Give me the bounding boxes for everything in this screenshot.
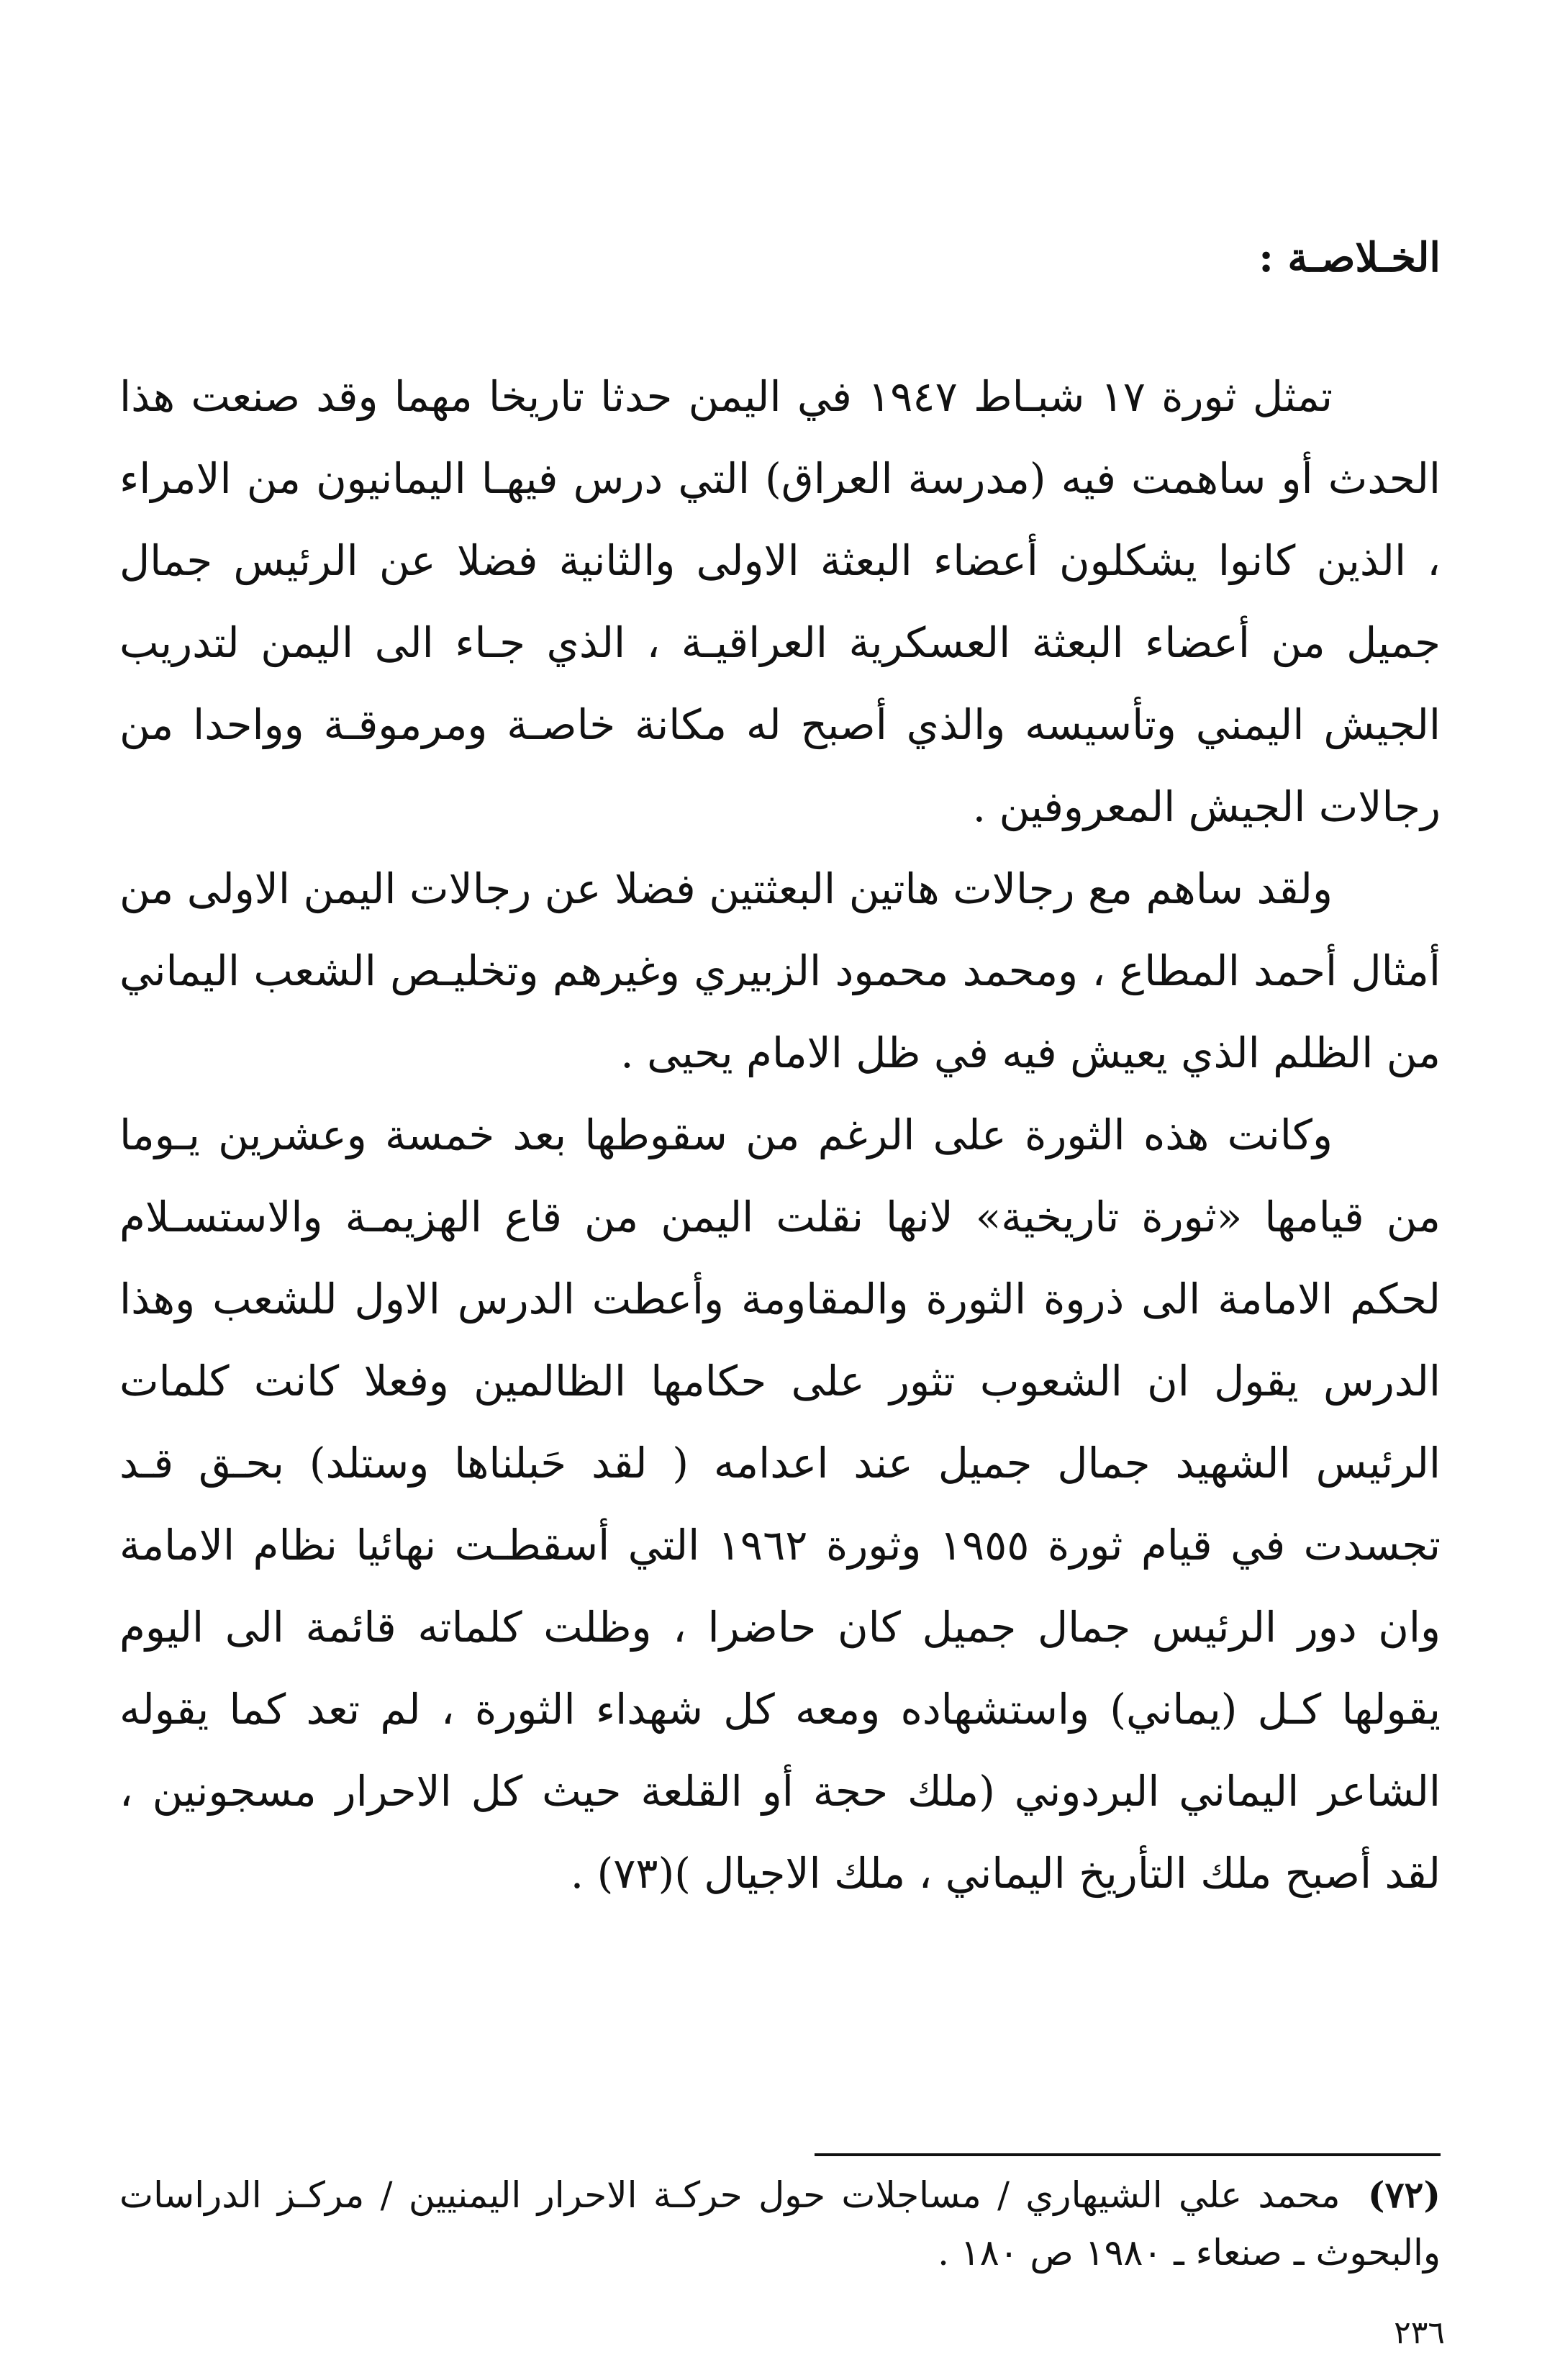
footnote-text: محمد علي الشيهاري / مساجلات حول حركـة الاحرار اليمنيين / مركـز الدراسات والبحوث ـ صنعاء ـ ١٩٨٠ ص ١٨٠ .: [119, 2174, 1441, 2273]
page-number: ٢٣٦: [1394, 2315, 1445, 2351]
paragraph-3: وكانت هذه الثورة على الرغم من سقوطها بعد خمسة وعشرين يـوما من قيامها «ثورة تاريخية» لانها نقلت اليمن من قاع الهزيمـة والاستسـلام لحكم الامامة الى ذروة الثورة والمقاومة وأعطت الدرس الاول للشعب وهذا الدرس يقول ان الشعوب تثور على حكامها الظالمين وفعلا كانت كلمات الرئيس الشهيد جمال جميل عند اعدامه ( لقد حَبلناها وستلد) بحـق قـد تجسدت في قيام ثورة ١٩٥٥ وثورة ١٩٦٢ التي أسقطـت نهائيا نظام الامامة وان دور الرئيس جمال جميل كان حاضرا ، وظلت كلماته قائمة الى اليوم يقولها كـل (يماني) واستشهاده ومعه كل شهداء الثورة ، لم تعد كما يقوله الشاعر اليماني البردوني (ملك حجة أو القلعة حيث كل الاحرار مسجونين ، لقد أصبح ملك التأريخ اليماني ، ملك الاجيال )(٧٣) .: [119, 1110, 1441, 1898]
body-text: [119, 356, 1441, 1914]
footnote-number: (٧٢): [1367, 2173, 1441, 2216]
section-heading: الخـلاصـة :: [1259, 234, 1441, 281]
footnote-divider: [815, 2153, 1441, 2156]
paragraph-1: تمثل ثورة ١٧ شبـاط ١٩٤٧ في اليمن حدثا تاريخا مهما وقد صنعت هذا الحدث أو ساهمت فيه (مدرسة العراق) التي درس فيهـا اليمانيون من الامراء ، الذين كانوا يشكلون أعضاء البعثة الاولى والثانية فضلا عن الرئيس جمال جميل من أعضاء البعثة العسكرية العراقيـة ، الذي جـاء الى اليمن لتدريب الجيش اليمني وتأسيسه والذي أصبح له مكانة خاصـة ومرموقـة وواحدا من رجالات الجيش المعروفين .: [119, 372, 1441, 831]
paragraph-2: ولقد ساهم مع رجالات هاتين البعثتين فضلا عن رجالات اليمن الاولى من أمثال أحمد المطاع ، ومحمد محمود الزبيري وغيرهم وتخليـص الشعب اليماني من الظلم الذي يعيش فيه في ظل الامام يحيى .: [119, 864, 1441, 1077]
footnote: [119, 2166, 1441, 2281]
